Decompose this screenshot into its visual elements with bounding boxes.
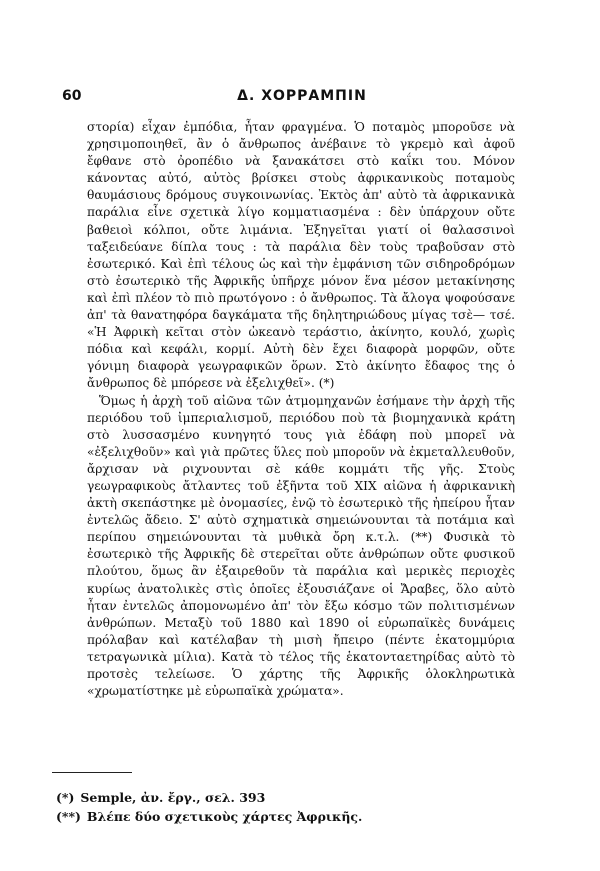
footnote-divider (52, 772, 132, 773)
footnote-text: Βλέπε δύο σχετικοὺς χάρτες Ἀφρικῆς. (86, 809, 363, 824)
footnote (56, 807, 516, 826)
page-number: 60 (62, 88, 82, 104)
footnotes (56, 788, 516, 826)
paragraph: στορία) εἶχαν ἐμπόδια, ἦταν φραγμένα. Ὁ ποταμὸς μποροῦσε νὰ χρησιμοποιηθεῖ, ἂν ὁ ἄνθρωπος ἀνέβαινε τὸ γκρεμὸ καὶ ἀφοῦ ἔφθανε στὸ ὀροπέδιο νὰ ξανακάτσει στὸ καΐκι του. Μόνον κάνοντας αὐτό, αὐτὸς βρίσκει στοὺς ἀφρικανικοὺς ποταμοὺς θαυμάσιους δρόμους συγκοινωνίας. Ἐκτὸς ἀπ' αὐτὸ τὰ ἀφρικανικὰ παράλια εἶνε σχετικὰ λίγο κομματιασμένα : δὲν ὑπάρχουν οὔτε βαθειοὶ κόλποι, οὔτε λιμάνια. Ἐξηγεῖται γιατί οἱ θαλασσινοὶ ταξειδεύανε δίπλα τους : τὰ παράλια δὲν τοὺς τραβοῦσαν στὸ ἐσωτερικό. Καὶ ἐπὶ τέλους ὡς καὶ τὴν ἐμφάνιση τῶν σιδηροδρόμων στὸ ἐσωτερικὸ τῆς Ἀφρικῆς ὑπῆρχε μόνον ἕνα μέσον μετακίνησης καὶ ἐπὶ πλέον τὸ πιὸ πρωτόγονο : ὁ ἄνθρωπος. Τὰ ἄλογα ψοφούσανε ἀπ' τὰ θανατηφόρα δαγκάματα τῆς δηλητηριώδους μίγας τσὲ— τσέ. «Ἡ Ἀφρικὴ κεῖται στὸν ὠκεανὸ τεράστιο, ἀκίνητο, κουλό, χωρὶς πόδια καὶ κεφάλι, κορμί. Αὐτὴ δὲν ἔχει διαφορὰ μορφῶν, οὔτε γόνιμη διαφορὰ γεωγραφικῶν ὅρων. Στὸ ἀκίνητο ἔδαφος της ὁ ἄνθρωπος δὲ μπόρεσε νὰ ἐξελιχθεῖ». (*) (87, 120, 515, 391)
footnote (56, 788, 516, 807)
paragraph: Ὅμως ἡ ἀρχὴ τοῦ αἰῶνα τῶν ἀτμομηχανῶν ἐσήμανε τὴν ἀρχὴ τῆς περιόδου τοῦ ἰμπεριαλισμοῦ, περιόδου ποὺ τὰ βιομηχανικὰ κράτη στὸ λυσσασμένο κυνηγητό τους γιὰ ἐδάφη ποὺ μπορεῖ νὰ «ἐξελιχθοῦν» καὶ γιὰ πρῶτες ὕλες ποὺ μποροῦν νὰ ἐκμεταλλευθοῦν, ἄρχισαν νὰ ριχνουνται σὲ κάθε κομμάτι τῆς γῆς. Στοὺς γεωγραφικοὺς ἄτλαντες τοῦ ἐξῆντα τοῦ XIX αἰῶνα ἡ ἀφρικανικὴ ἀκτὴ σκεπάστηκε μὲ ὀνομασίες, ἐνῷ τὸ ἐσωτερικὸ τῆς ἠπείρου ἦταν ἐντελῶς ἄδειο. Σ' αὐτὸ σχηματικὰ σημειώνουνται τὰ ποτάμια καὶ περίπου σημειώνουνται τὰ μυθικὰ ὄρη κ.τ.λ. (**) Φυσικὰ τὸ ἐσωτερικὸ τῆς Ἀφρικῆς δὲ στερεῖται οὔτε ἀνθρώπων οὔτε φυσικοῦ πλούτου, ὅμως ἂν ἐξαιρεθοῦν τὰ παράλια καὶ μερικὲς περιοχὲς κυρίως ἀνατολικὲς στὶς ὁποῖες ἐξουσιάζανε οἱ Ἄραβες, ὅλο αὐτὸ ἦταν ἐντελῶς ἀπομονωμένο ἀπ' τὸν ἔξω κόσμο τῶν πολιτισμένων ἀνθρώπων. Μεταξὺ τοῦ 1880 καὶ 1890 οἱ εὐρωπαϊκὲς δυνάμεις πρόλαβαν καὶ κατέλαβαν τὴ μισὴ ἤπειρο (πέντε ἑκατομμύρια τετραγωνικὰ μίλια). Κατὰ τὸ τέλος τῆς ἑκατονταετηρίδας αὐτὸ τὸ προτσὲς τελείωσε. Ὁ χάρτης τῆς Ἀφρικῆς ὁλοκληρωτικὰ «χρωματίστηκε μὲ εὐρωπαϊκὰ χρώματα». (87, 393, 515, 699)
running-head: Δ. ΧΟΡΡΑΜΠΙΝ (237, 88, 367, 104)
body-text (87, 119, 515, 700)
page-header (62, 88, 542, 108)
footnote-text: Semple, ἀν. ἔργ., σελ. 393 (80, 790, 266, 805)
footnote-mark: (*) (56, 790, 75, 805)
footnote-mark: (**) (56, 809, 81, 824)
